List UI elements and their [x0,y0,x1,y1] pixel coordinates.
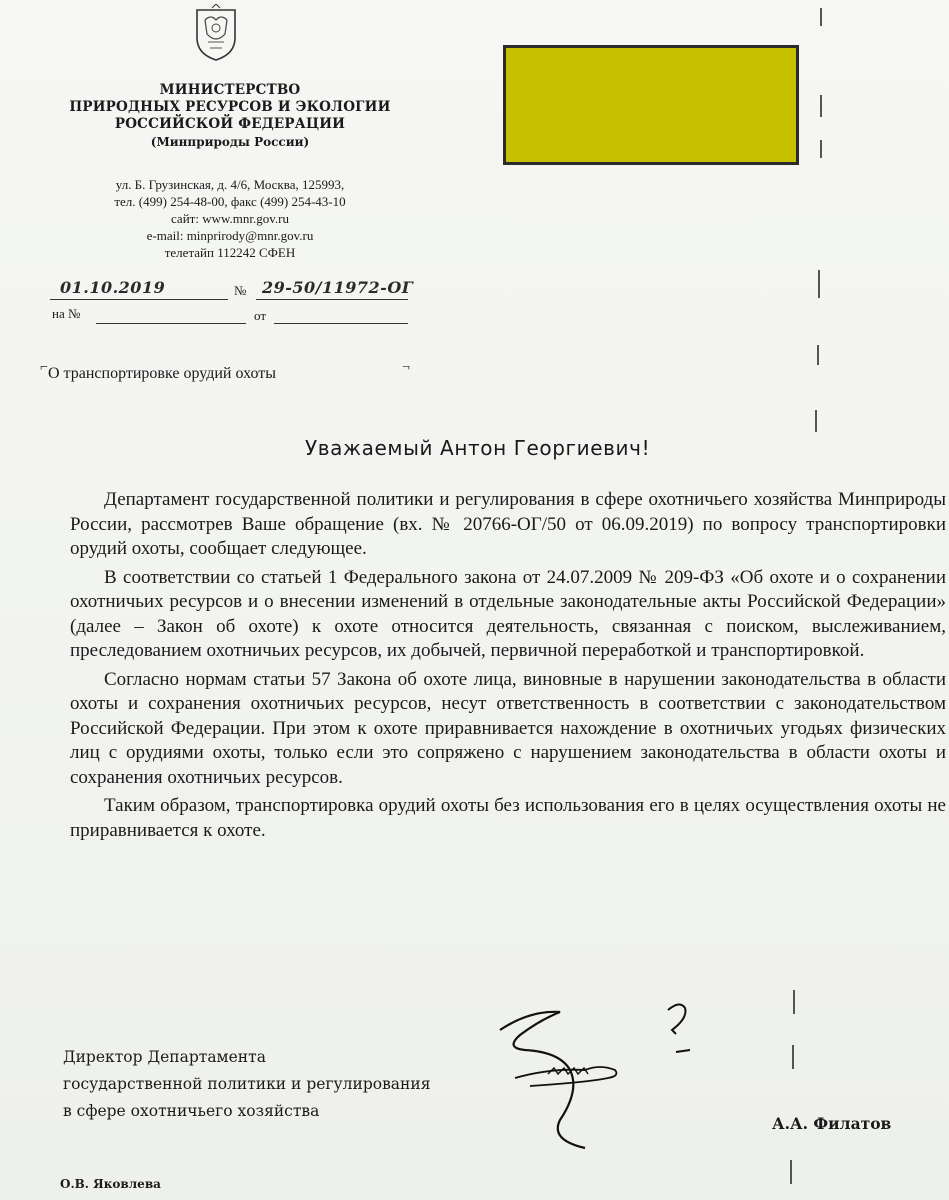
ministry-name-line: МИНИСТЕРСТВО [159,82,301,98]
screen-edge-line [817,345,819,365]
screen-edge-line [818,270,820,298]
signer-position-line: Директор Департамента [63,1048,266,1066]
letterhead [40,82,420,151]
ministry-name-line: РОССИЙСКОЙ ФЕДЕРАЦИИ [114,116,346,132]
signer-name: А.А. Филатов [772,1114,892,1133]
registration-number: 29-50/11972-ОГ [262,278,414,297]
date-underline [50,299,228,300]
phone-fax: тел. (499) 254-48-00, факс (499) 254-43-10 [114,194,346,209]
body-paragraph: В соответствии со статьей 1 Федерального закона от 24.07.2009 № 209-ФЗ «Об охоте и о сохранении охотничьих ресурсов и о внесении изменений в отдельные законодательные акты Российской Федерации» (далее – Закон об охоте) к охоте относится деятельность, связанная с поиском, выслеживанием, преследованием охотничьих ресурсов, их добычей, первичной переработкой и транспортировкой. [70,566,946,661]
executor-name: О.В. Яковлева [60,1177,161,1191]
reference-row [52,306,80,322]
screen-edge-line [820,140,822,158]
registration-number-value [262,278,413,297]
ministry-short-name: (Минприроды России) [150,135,310,149]
from-label: от [254,308,267,323]
registration-date-row [60,278,165,297]
subject-bracket-right: ¬ [402,360,410,375]
screen-edge-line [820,8,822,26]
registration-date: 01.10.2019 [60,278,166,297]
email: e-mail: minprirody@mnr.gov.ru [146,228,314,243]
website: сайт: www.mnr.gov.ru [171,211,289,226]
from-row [254,308,266,324]
screen-edge-line [820,95,822,117]
contact-block [50,176,410,261]
signer-position-line: в сфере охотничьего хозяйства [63,1102,320,1120]
signer-position-line: государственной политики и регулирования [63,1075,431,1093]
subject-bracket-left: ⌐ [40,360,48,375]
coat-of-arms-icon [193,4,239,62]
screen-edge-line [792,1045,794,1069]
from-underline [274,323,408,324]
ministry-name-line: ПРИРОДНЫХ РЕСУРСОВ И ЭКОЛОГИИ [69,99,391,115]
handwritten-signature [490,990,710,1160]
screen-edge-line [793,990,795,1014]
signer-position [63,1044,431,1125]
reference-label: на № [52,306,81,321]
number-underline [256,299,408,300]
subject-line: О транспортировке орудий охоты [48,365,277,382]
address: ул. Б. Грузинская, д. 4/6, Москва, 125993, [115,177,345,192]
salutation: Уважаемый Антон Георгиевич! [305,436,651,460]
registration-number-row [234,283,246,299]
number-label: № [234,283,247,298]
screen-edge-line [790,1160,792,1184]
letter-body [70,488,946,843]
teletype: телетайп 112242 СФЕН [164,245,296,260]
body-paragraph: Согласно нормам статьи 57 Закона об охоте лица, виновные в нарушении законодательства в области охоты и сохранения охотничьих ресурсов, несут ответственность в соответствии с законодательством Российской Федерации. При этом к охоте приравнивается нахождение в охотничьих угодьях физических лиц с орудиями охоты, только если это сопряжено с нарушением законодательства в области охоты и сохранения охотничьих ресурсов. [70,668,946,788]
body-paragraph: Департамент государственной политики и регулирования в сфере охотничьего хозяйства Минприроды России, рассмотрев Ваше обращение (вх. № 20766-ОГ/50 от 06.09.2019) по вопросу транспортировки орудий охоты, сообщает следующее. [70,489,946,559]
body-paragraph: Таким образом, транспортировка орудий охоты без использования его в целях осуществления охоты не приравнивается к охоте. [70,795,946,841]
reference-underline [96,323,246,324]
redacted-addressee-box [503,45,799,165]
screen-edge-line [815,410,817,432]
